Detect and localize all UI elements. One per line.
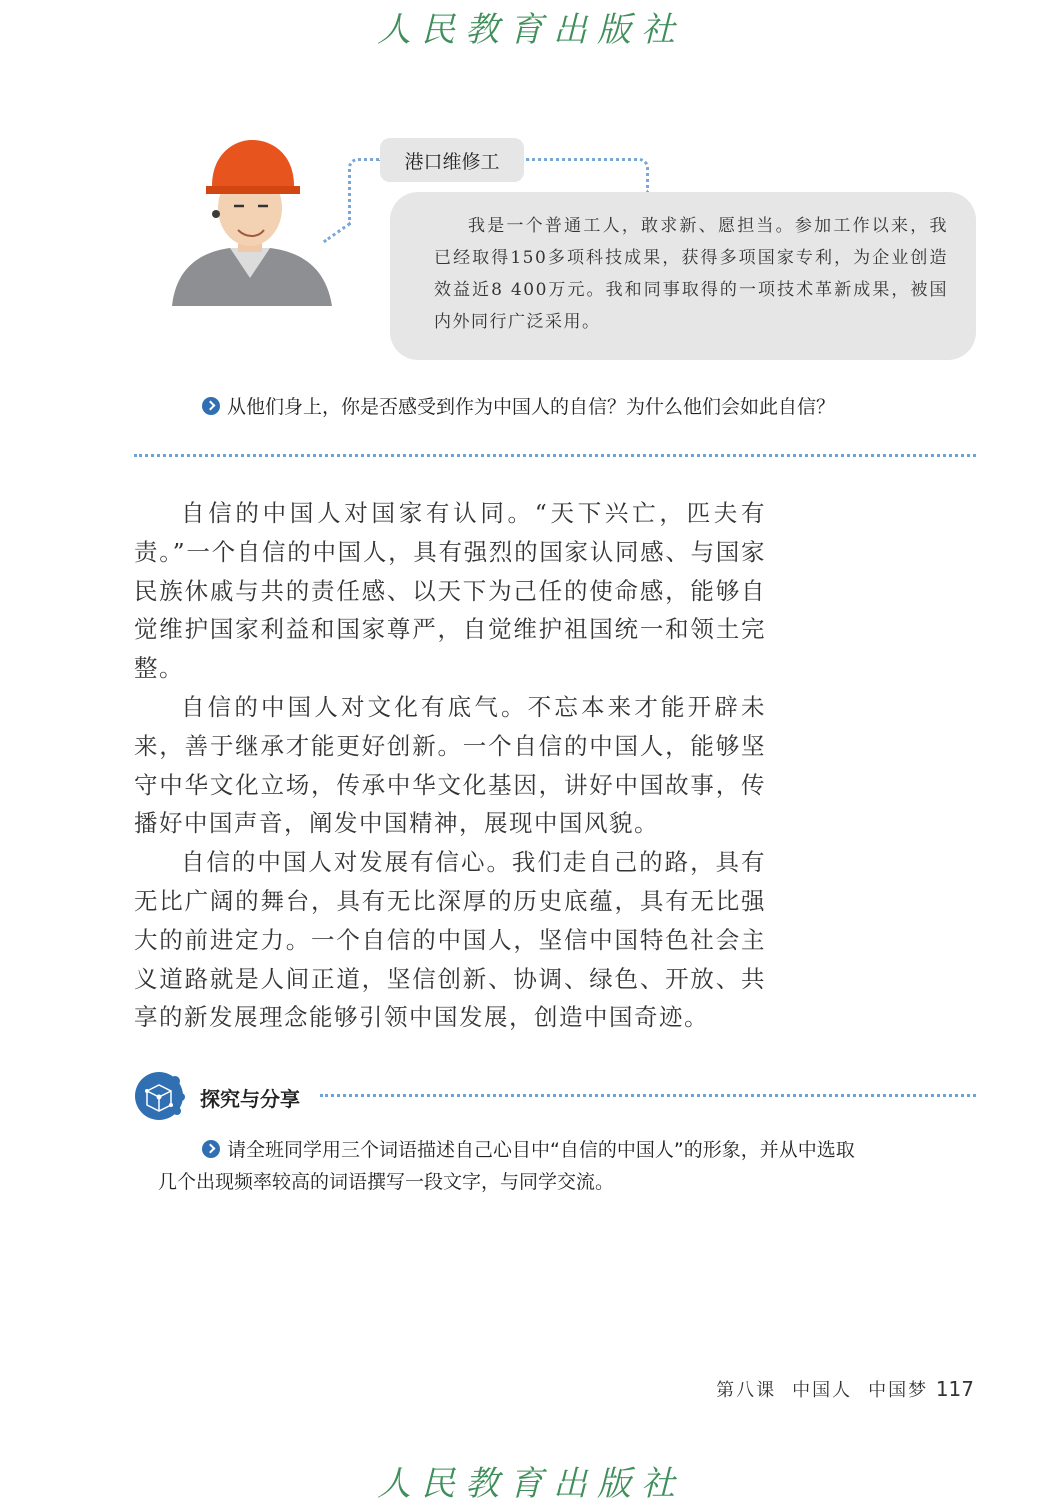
role-tag: 港口维修工 <box>380 138 524 182</box>
main-text <box>134 494 766 1037</box>
activity-text <box>158 1134 958 1198</box>
publisher-logo-top: 人民教育出版社 <box>377 10 685 50</box>
quote-text: 我是一个普通工人，敢求新、愿担当。参加工作以来，我已经取得150多项科技成果，获得多项国家专利，为企业创造效益近8 400万元。我和同事取得的一项技术革新成果，被国内外同行广泛采用。 <box>434 216 948 332</box>
footer-lesson: 第八课 <box>716 1380 777 1401</box>
connector-vertical <box>348 158 381 225</box>
arrow-bullet-icon <box>202 397 220 415</box>
paragraph-2: 自信的中国人对文化有底气。不忘本来才能开辟未来，善于继承才能更好创新。一个自信的中国人，能够坚守中华文化立场，传承中华文化基因，讲好中国故事，传播好中国声音，阐发中国精神，展现中国风貌。 <box>134 692 766 838</box>
dotted-divider <box>134 454 976 457</box>
discussion-question <box>202 392 835 419</box>
quote-bubble <box>390 192 976 360</box>
paragraph-1: 自信的中国人对国家有认同。“天下兴亡，匹夫有责。”一个自信的中国人，具有强烈的国家认同感、与国家民族休戚与共的责任感、以天下为己任的使命感，能够自觉维护国家利益和国家尊严，自觉维护祖国统一和领土完整。 <box>134 499 766 683</box>
section-dotted-line <box>320 1094 976 1097</box>
publisher-logo-bottom: 人民教育出版社 <box>377 1464 685 1504</box>
footer-part-2: 中国梦 <box>868 1380 929 1401</box>
page-footer <box>716 1376 974 1402</box>
question-text: 从他们身上，你是否感受到作为中国人的自信？为什么他们会如此自信？ <box>227 396 836 418</box>
activity-line-2: 几个出现频率较高的词语撰写一段文字，与同学交流。 <box>158 1171 615 1193</box>
footer-part-1: 中国人 <box>792 1380 853 1401</box>
molecule-section-icon <box>133 1071 187 1121</box>
paragraph-3: 自信的中国人对发展有信心。我们走自己的路，具有无比广阔的舞台，具有无比深厚的历史底蕴，具有无比强大的前进定力。一个自信的中国人，坚信中国特色社会主义道路就是人间正道，坚信创新、协调、绿色、开放、共享的新发展理念能够引领中国发展，创造中国奇迹。 <box>134 848 766 1032</box>
arrow-bullet-icon <box>202 1140 220 1158</box>
section-title: 探究与分享 <box>200 1087 300 1111</box>
connector-right <box>526 158 649 193</box>
worker-illustration <box>160 128 340 308</box>
activity-line-1: 请全班同学用三个词语描述自己心目中“自信的中国人”的形象，并从中选取 <box>227 1139 855 1161</box>
page-number: 117 <box>935 1377 974 1401</box>
